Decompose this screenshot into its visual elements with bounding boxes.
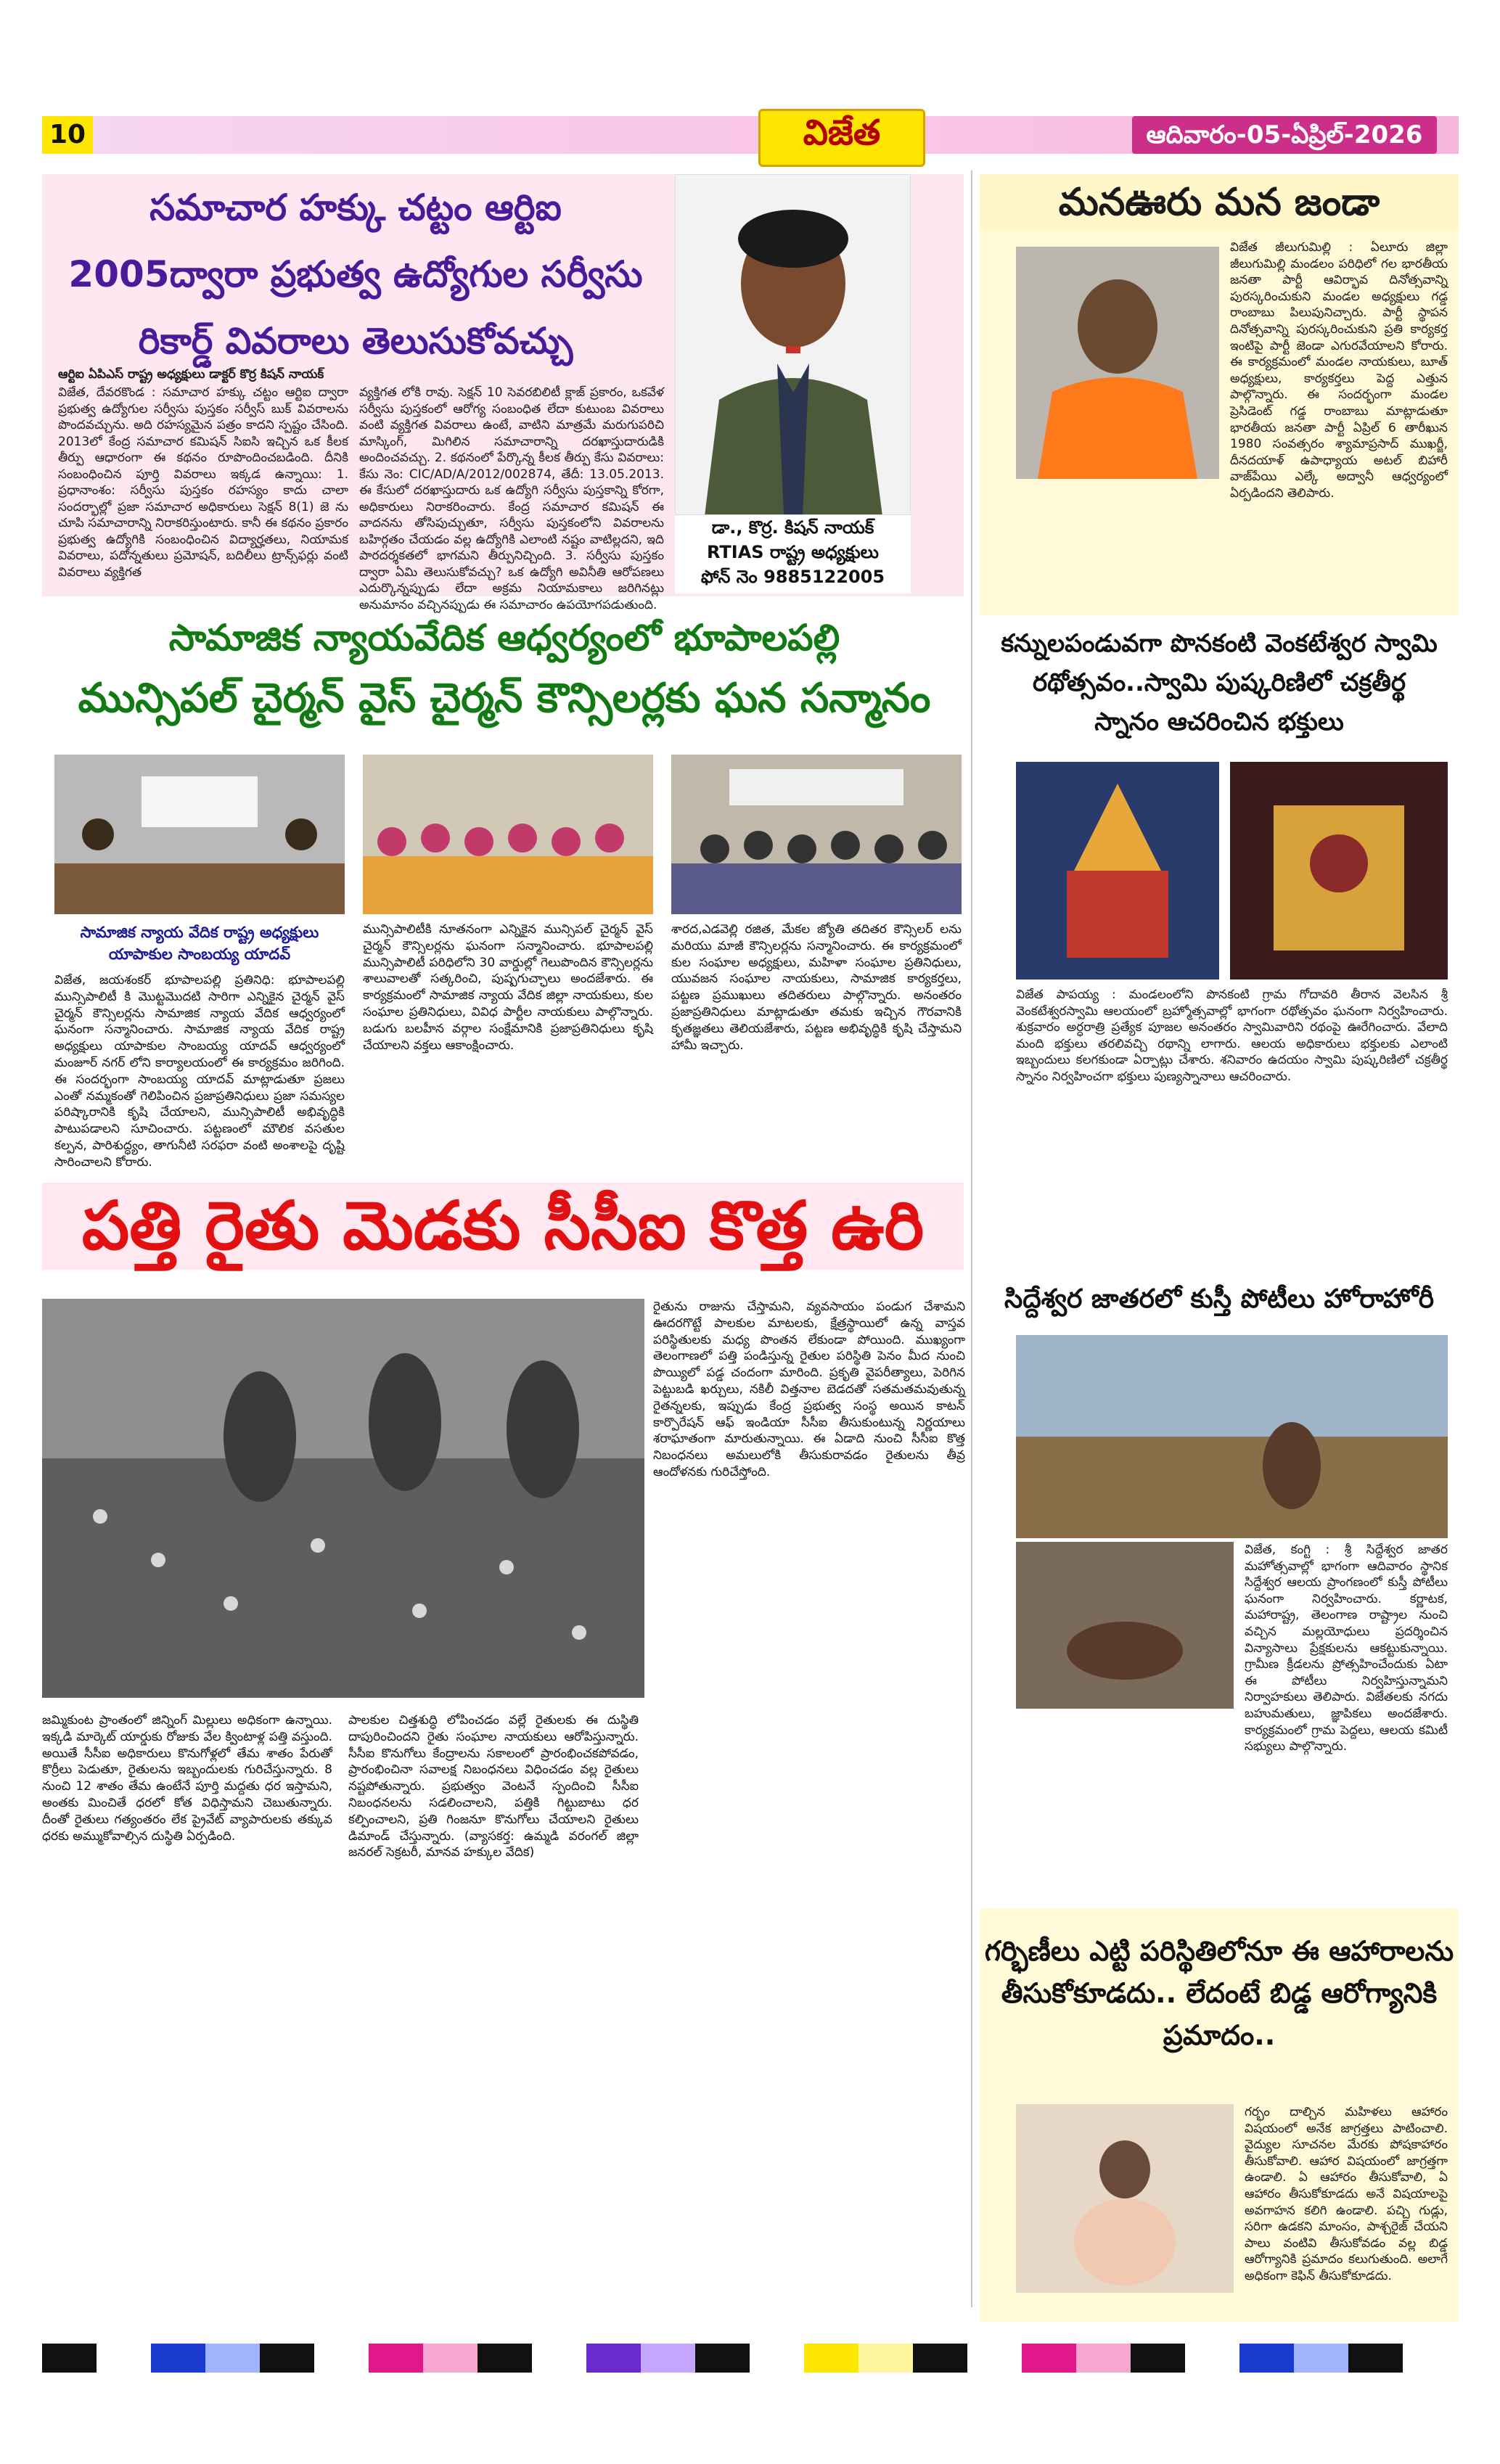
- right-story1-body: విజేత జీలుగుమిల్లి : ఏలూరు జిల్లా జీలుగుమిల్లి మండలం పరిధిలో గల భారతీయ జనతా పార్టీ ఆవిర్భావ దినోత్సవాన్ని పురస్కరించుకుని మండల అధ్యక్షులు గడ్డ రాంబాబు పిలుపునిచ్చారు. పార్టీ స్థాపన దినోత్సవాన్ని పురస్కరించుకుని ప్రతి కార్యకర్త ఇంటిపై పార్టీ జెండా ఎగురవేయాలని కోరారు. ఈ కార్యక్రమంలో మండల నాయకులు, బూత్ అధ్యక్షులు, కార్యకర్తలు పెద్ద ఎత్తున పాల్గొన్నారు. ఈ సందర్భంగా మండల ప్రెసిడెంట్ గడ్డ రాంబాబు మాట్లాడుతూ భారతీయ జనతా పార్టీ ఏప్రిల్ 6 తారీఖున 1980 సంవత్సరం శ్యామాప్రసాద్ ముఖర్జీ, దీనదయాళ్ ఉపాధ్యాయ అటల్ బిహారీ వాజ్‌పేయి ఎల్కే అద్వానీ ఆధ్వర్యంలో ఏర్పడిందని తెలిపారు.: [1230, 240, 1448, 501]
- article2-body-col3: శారద,ఎడవెల్లి రజిత, మేకల జ్యోతి తదితర కౌన్సిలర్ లను మరియు మాజీ కౌన్సిలర్లను సన్మానించారు. ఈ కార్యక్రమంలో కుల సంఘాల అధ్యక్షులు, మహిళా సంఘాల ప్రతినిధులు, యువజన సంఘాల నాయకులు, సామాజిక కార్యకర్తలు, పట్టణ ప్రముఖులు తదితరులు పాల్గొన్నారు. అనంతరం ప్రజాప్రతినిధులు మాట్లాడుతూ తమకు ఇచ్చిన గౌరవానికి కృతజ్ఞతలు తెలియజేశారు, పట్టణ అభివృద్ధికి కృషి చేస్తామని హామీ ఇచ్చారు.: [671, 922, 962, 1053]
- article3-body-col1: జమ్మికుంట ప్రాంతంలో జిన్నింగ్ మిల్లులు అధికంగా ఉన్నాయి. ఇక్కడి మార్కెట్ యార్డుకు రోజుకు వేల క్వింటాళ్ల పత్తి వస్తుంది. అయితే సీసీఐ అధికారులు కొనుగోళ్లలో తేమ శాతం పేరుతో కొర్రీలు పెడుతూ, రైతులను ఇబ్బందులకు గురిచేస్తున్నారు. 8 నుంచి 12 శాతం తేమ ఉంటేనే పూర్తి మద్దతు ధర ఇస్తామని, అంతకు మించితే ధరలో కోత విధిస్తామని చెబుతున్నారు. దీంతో రైతులు గత్యంతరం లేక ప్రైవేట్ వ్యాపారులకు తక్కువ ధరకు అమ్ముకోవాల్సిన దుస్థితి ఏర్పడింది.: [42, 1713, 332, 1844]
- article2-body-col2: మున్సిపాలిటీకి నూతనంగా ఎన్నికైన మున్సిపల్ చైర్మన్ వైస్ చైర్మన్ కౌన్సిలర్లను ఘనంగా సన్మానించారు. భూపాలపల్లి మున్సిపాలిటీ పరిధిలోని 30 వార్డుల్లో గెలుపొందిన కౌన్సిలర్లను శాలువాలతో సత్కరించి, పుష్పగుచ్ఛాలు అందజేశారు. ఈ కార్యక్రమంలో సామాజిక న్యాయ వేదిక జిల్లా నాయకులు, కుల సంఘాల ప్రతినిధులు, వివిధ పార్టీల నాయకులు పాల్గొన్నారు. బడుగు బలహీన వర్గాల సంక్షేమానికి ప్రజాప్రతినిధులు కృషి చేయాలని వక్తలు ఆకాంక్షించారు.: [363, 922, 653, 1053]
- right-story2-headline-line1: కన్నులపండువగా పొనకంటి వెంకటేశ్వర స్వామి: [1001, 629, 1438, 658]
- article2-photo-caption: [54, 921, 345, 965]
- newspaper-logo[interactable]: [758, 109, 925, 167]
- article1-body-col1: విజేత, దేవరకొండ : సమాచార హక్కు చట్టం ఆర్టిఐ ద్వారా ప్రభుత్వ ఉద్యోగుల సర్వీసు పుస్తకం సర్వీస్ బుక్ వివరాలను పొందవచ్చును. అది రహస్యమైన పత్రం కాదని స్పష్టం చేసింది. 2013లో కేంద్ర సమాచార కమిషన్ సిఐసి ఇచ్చిన ఒక కీలక తీర్పు ఆధారంగా ఈ కథనం రూపొందించబడింది. దీనికి సంబంధించిన పూర్తి వివరాలు ఇక్కడ ఉన్నాయి: 1. ప్రధానాంశం: సర్వీసు పుస్తకం రహస్యం కాదు చాలా సందర్భాల్లో ప్రజా సమాచార అధికారులు సెక్షన్ 8(1) జె ను చూపి సమాచారాన్ని నిరాకరిస్తుంటారు. కానీ ఈ కథనం ప్రకారం ప్రభుత్వ ఉద్యోగికి సంబంధించిన విద్యార్హతలు, నియామక వివరాలు, పదోన్నతులు ప్రమోషన్, బదిలీలు ట్రాన్స్‌ఫర్లు వంటి వివరాలు వ్యక్తిగత: [58, 385, 348, 580]
- article3-headline[interactable]: పత్తి రైతు మెడకు సీసీఐ కొత్త ఉరి: [81, 1187, 925, 1265]
- article1-headline-line2: 2005ద్వారా ప్రభుత్వ ఉద్యోగుల సర్వీసు: [68, 253, 643, 295]
- article2-caption-line1: సామాజిక న్యాయ వేదిక రాష్ట్ర అధ్యక్షులు: [80, 924, 319, 941]
- article2-photo-3[interactable]: [671, 755, 962, 914]
- party-leader-photo: [1016, 247, 1219, 479]
- right-story4-headline-line1: గర్భిణీలు ఎట్టి పరిస్థితిలోనూ ఈ ఆహారాలను: [984, 1935, 1454, 1967]
- right-story4-headline-line2: తీసుకోకూడదు.. లేదంటే బిడ్డ ఆరోగ్యానికి: [1001, 1977, 1438, 2009]
- article1-headline-line3: రికార్డ్ వివరాలు తెలుసుకోవచ్చు: [138, 320, 573, 362]
- portrait-caption-phone: ఫోన్ నెం 9885122005: [700, 567, 885, 587]
- column-divider: [971, 171, 972, 2307]
- right-story3-headline[interactable]: సిద్దేశ్వర జాతరలో కుస్తీ పోటీలు హోరాహోరీ: [1004, 1284, 1435, 1314]
- portrait-caption-title: RTIAS రాష్ట్ర అధ్యక్షులు: [707, 542, 879, 562]
- right-story4-photo[interactable]: [1016, 2104, 1234, 2293]
- article1-headline[interactable]: [58, 174, 653, 374]
- article2-photo-1[interactable]: [54, 755, 345, 914]
- article3-body-col2: పాలకుల చిత్తశుద్ధి లోపించడం వల్లే రైతులకు ఈ దుస్థితి దాపురించిందని రైతు సంఘాల నాయకులు ఆరోపిస్తున్నారు. సీసీఐ కొనుగోలు కేంద్రాలను సకాలంలో ప్రారంభించకపోవడం, ప్రారంభించినా సవాలక్ష నిబంధనలు విధించడం వల్ల రైతులు నష్టపోతున్నారు. ప్రభుత్వం వెంటనే స్పందించి సీసీఐ నిబంధనలను సడలించాలని, పత్తికి గిట్టుబాటు ధర కల్పించాలని, ప్రతి గింజనూ కొనుగోలు చేయాలని రైతులు డిమాండ్ చేస్తున్నారు. (వ్యాసకర్త: ఉమ్మడి వరంగల్ జిల్లా జనరల్ సెక్రటరీ, మానవ హక్కుల వేదిక): [348, 1713, 639, 1860]
- article3-photo[interactable]: [42, 1299, 644, 1698]
- logo-text: విజేత: [803, 112, 881, 153]
- portrait-photo[interactable]: [675, 174, 911, 515]
- right-story4-headline-line3: ప్రమాదం..: [1163, 2019, 1276, 2051]
- portrait-caption-name: డా., కొర్ర. కిషన్ నాయక్: [711, 517, 874, 538]
- article3-body-intro: రైతును రాజును చేస్తామని, వ్యవసాయం పండుగ చేశామని ఊదరగొట్టే పాలకుల మాటలకు, క్షేత్రస్థాయిలో ఉన్న వాస్తవ పరిస్థితులకు మధ్య పొంతన లేకుండా పోయింది. ముఖ్యంగా తెలంగాణలో పత్తి పండిస్తున్న రైతుల పరిస్థితి పెనం మీద నుంచి పొయ్యిలో పడ్డ చందంగా మారింది. ప్రకృతి వైపరీత్యాలు, పెరిగిన పెట్టుబడి ఖర్చులు, నకిలీ విత్తనాల బెడదతో సతమతమవుతున్న రైతన్నలకు, ఇప్పుడు కేంద్ర ప్రభుత్వ సంస్థ అయిన కాటన్ కార్పొరేషన్ ఆఫ్ ఇండియా సీసీఐ తీసుకుంటున్న నిర్ణయాలు శరాఘాతంగా మారుతున్నాయి. ఈ ఏడాది నుంచి సీసీఐ కొత్త నిబంధనలు అమలులోకి తీసుకురావడం రైతులను తీవ్ర ఆందోళనకు గురిచేస్తోంది.: [653, 1299, 965, 1479]
- wrestlers-photo: [1016, 1542, 1234, 1709]
- article1-byline: ఆర్టిఐ ఏపిఎస్ రాష్ట్ర అధ్యక్షులు డాక్టర్ కొర్ర కిషన్ నాయక్: [58, 367, 324, 382]
- article2-caption-line2: యాపాకుల సాంబయ్య యాదవ్: [108, 945, 291, 963]
- article2-photo-2[interactable]: [363, 755, 653, 914]
- cotton-field-photo: [42, 1299, 644, 1698]
- event-photo-2: [363, 755, 653, 914]
- right-story2-headline[interactable]: [980, 624, 1459, 742]
- header-band-left: [42, 116, 761, 154]
- portrait-caption: [675, 515, 911, 594]
- color-registration-strip: [42, 2344, 1457, 2373]
- right-story2-photo-1[interactable]: [1016, 762, 1219, 980]
- chariot-photo: [1016, 762, 1219, 980]
- right-story3-body: విజేత, కంగ్టి : శ్రీ సిద్దేశ్వర జాతర మహోత్సవాల్లో భాగంగా ఆదివారం స్థానిక సిద్దేశ్వర ఆలయ ప్రాంగణంలో కుస్తీ పోటీలు ఘనంగా నిర్వహించారు. కర్ణాటక, మహారాష్ట్ర, తెలంగాణ రాష్ట్రాల నుంచి వచ్చిన మల్లయోధులు ప్రదర్శించిన విన్యాసాలు ప్రేక్షకులను ఆకట్టుకున్నాయి. గ్రామీణ క్రీడలను ప్రోత్సహించేందుకు ఏటా ఈ పోటీలు నిర్వహిస్తున్నామని నిర్వాహకులు తెలిపారు. విజేతలకు నగదు బహుమతులు, జ్ఞాపికలు అందజేశారు. కార్యక్రమంలో గ్రామ పెద్దలు, ఆలయ కమిటీ సభ్యులు పాల్గొన్నారు.: [1245, 1543, 1448, 1754]
- right-story4-body: గర్భం దాల్చిన మహిళలు ఆహారం విషయంలో అనేక జాగ్రత్తలు పాటించాలి. వైద్యుల సూచనల మేరకు పోషకాహారం తీసుకోవాలి. ఆహార విషయంలో జాగ్రత్తగా ఉండాలి. ఏ ఆహారం తీసుకోవాలి, ఏ ఆహారం తీసుకోకూడదు అనే విషయాలపై అవగాహన కలిగి ఉండాలి. పచ్చి గుడ్లు, సరిగా ఉడకని మాంసం, పాశ్చరైజ్ చేయని పాలు వంటివి తీసుకోవడం వల్ల బిడ్డ ఆరోగ్యానికి ప్రమాదం కలుగుతుంది. అలాగే అధికంగా కెఫిన్ తీసుకోకూడదు.: [1245, 2105, 1448, 2283]
- portrait-image: [676, 175, 911, 515]
- page-number: 10: [42, 116, 93, 154]
- article2-headline-line1[interactable]: సామాజిక న్యాయవేదిక ఆధ్వర్యంలో భూపాలపల్లి: [168, 617, 840, 659]
- issue-date: ఆదివారం-05-ఏప్రిల్-2026: [1132, 116, 1437, 154]
- right-story3-photo-1[interactable]: [1016, 1335, 1448, 1538]
- right-story2-photo-2[interactable]: [1230, 762, 1448, 980]
- right-story1-headline[interactable]: మనఊరు మన జండా: [980, 174, 1459, 231]
- right-story2-headline-line3: స్నానం ఆచరించిన భక్తులు: [1094, 707, 1344, 736]
- article1-headline-line1: సమాచార హక్కు చట్టం ఆర్టిఐ: [149, 186, 562, 229]
- article2-headline-line2[interactable]: మున్సిపల్ చైర్మన్ వైస్ చైర్మన్ కౌన్సిలర్లకు ఘన సన్మానం: [78, 675, 931, 722]
- article2-body-col1: విజేత, జయశంకర్ భూపాలపల్లి ప్రతినిధి: భూపాలపల్లి మున్సిపాలిటీ కి మొట్టమొదటి సారిగా ఎన్నికైన చైర్మన్ వైస్ చైర్మన్ కౌన్సిలర్లను సామాజిక న్యాయ వేదిక ఆధ్వర్యంలో ఘనంగా సన్మానించారు. సామాజిక న్యాయ వేదిక రాష్ట్ర అధ్యక్షులు యాపాకుల సాంబయ్య యాదవ్ ఆధ్వర్యంలో మంజూర్ నగర్ లోని కార్యాలయంలో ఈ కార్యక్రమం జరిగింది. ఈ సందర్భంగా సాంబయ్య యాదవ్ మాట్లాడుతూ ప్రజలు ఎంతో నమ్మకంతో గెలిపించిన ప్రజాప్రతినిధులు ప్రజా సమస్యల పరిష్కారానికి కృషి చేయాలని, మున్సిపాలిటీ అభివృద్ధికి పాటుపడాలని సూచించారు. పట్టణంలో మౌలిక వసతుల కల్పన, పారిశుద్ధ్యం, తాగునీటి సరఫరా వంటి అంశాలపై దృష్టి సారించాలని కోరారు.: [54, 973, 345, 1170]
- wrestling-crowd-photo: [1016, 1335, 1448, 1538]
- article1-body-col2: వ్యక్తిగత లోకి రావు. సెక్షన్ 10 సెవరబిలిటీ క్లాజ్ ప్రకారం, ఒకవేళ సర్వీసు పుస్తకంలో ఆరోగ్య సంబంధిత లేదా కుటుంబ వివరాలు వంటి వ్యక్తిగత వివరాలు ఉంటే, వాటిని మాత్రమే మరుగుపరిచి మాస్కింగ్, మిగిలిన సమాచారాన్ని దరఖాస్తుదారుడికి అందించవచ్చు. 2. కథనంలో పేర్కొన్న కీలక తీర్పు కేసు వివరాలు: కేసు నెం: CIC/AD/A/2012/002874, తేదీ: 13.05.2013. ఈ కేసులో దరఖాస్తుదారు ఒక ఉద్యోగి సర్వీసు పుస్తకాన్ని కోరగా, అధికారులు నిరాకరించారు. కేంద్ర సమాచార కమిషన్ ఈ వాదనను తోసిపుచ్చుతూ, సర్వీసు పుస్తకంలోని వివరాలను బహిర్గతం చేయడం వల్ల ఉద్యోగికి ఎలాంటి నష్టం వాటిల్లదని, ఇది పారదర్శకతలో భాగమని తీర్పునిచ్చింది. 3. సర్వీసు పుస్తకం ద్వారా ఏమి తెలుసుకోవచ్చు? ఒక ఉద్యోగి అవినీతి ఆరోపణలు ఎదుర్కొన్నప్పుడు లేదా అక్రమ నియామకాలు జరిగినట్లు అనుమానం వచ్చినప్పుడు ఈ సమాచారం ఉపయోగపడుతుంది.: [359, 385, 664, 612]
- event-photo-1: [54, 755, 345, 914]
- right-story2-headline-line2: రథోత్సవం..స్వామి పుష్కరిణిలో చక్రతీర్థ: [1032, 668, 1406, 697]
- right-story3-photo-2[interactable]: [1016, 1542, 1234, 1709]
- pregnant-woman-photo: [1016, 2104, 1234, 2293]
- right-story1-photo[interactable]: [1016, 247, 1219, 479]
- right-story4-headline[interactable]: [980, 1930, 1459, 2056]
- deity-photo: [1230, 762, 1448, 980]
- right-story2-body: విజేత పాపయ్య : మండలంలోని పొనకంటి గ్రామ గోదావరి తీరాన వెలసిన శ్రీ వెంకటేశ్వరస్వామి ఆలయంలో బ్రహ్మోత్సవాల్లో భాగంగా రథోత్సవం ఘనంగా నిర్వహించారు. శుక్రవారం అర్ధరాత్రి ప్రత్యేక పూజల అనంతరం స్వామివారిని రథంపై ఊరేగించారు. వేలాది మంది భక్తులు తరలివచ్చి రథాన్ని లాగారు. ఆలయ అధికారులు భక్తులకు ఎలాంటి ఇబ్బందులు కలగకుండా ఏర్పాట్లు చేశారు. శనివారం ఉదయం స్వామి పుష్కరిణిలో చక్రతీర్థ స్నానం నిర్వహించగా భక్తులు పుణ్యస్నానాలు ఆచరించారు.: [1016, 987, 1448, 1084]
- event-photo-3: [671, 755, 962, 914]
